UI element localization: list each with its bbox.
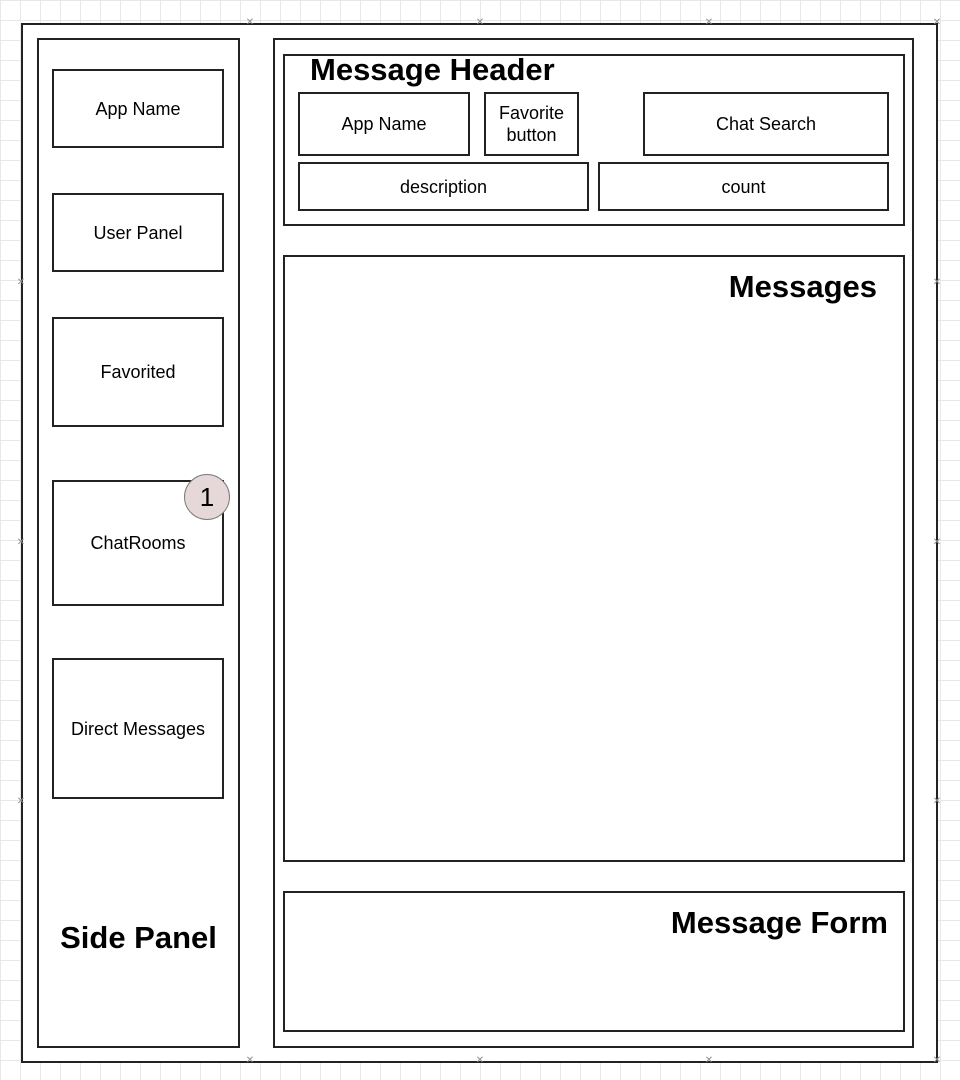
marker-x-icon: ✕ xyxy=(704,1055,714,1066)
side-panel-chatrooms-label: ChatRooms xyxy=(90,533,186,553)
side-panel-direct-messages-label: Direct Messages xyxy=(70,718,206,739)
marker-x-icon: ✕ xyxy=(475,17,485,28)
marker-x-icon: ✕ xyxy=(932,17,942,28)
chat-search[interactable] xyxy=(643,92,889,156)
marker-x-icon: ✕ xyxy=(932,796,942,807)
header-app-name xyxy=(298,92,470,156)
favorite-button[interactable] xyxy=(484,92,579,156)
message-header-title: Message Header xyxy=(310,52,555,87)
marker-x-icon: ✕ xyxy=(245,17,255,28)
messages-area xyxy=(283,255,905,862)
marker-x-icon: ✕ xyxy=(16,537,26,548)
marker-x-icon: ✕ xyxy=(475,1055,485,1066)
side-panel-user-panel-label: User Panel xyxy=(93,222,183,243)
header-description xyxy=(298,162,589,211)
marker-x-icon: ✕ xyxy=(704,17,714,28)
side-panel-direct-messages[interactable] xyxy=(52,658,224,799)
marker-x-icon: ✕ xyxy=(245,1055,255,1066)
favorite-button-label: Favorite button xyxy=(498,103,565,145)
side-panel-app-name[interactable] xyxy=(52,69,224,148)
marker-x-icon: ✕ xyxy=(932,537,942,548)
header-count-label: count xyxy=(721,176,766,197)
marker-x-icon: ✕ xyxy=(16,796,26,807)
marker-x-icon: ✕ xyxy=(16,277,26,288)
messages-title: Messages xyxy=(728,269,877,304)
chatrooms-count-badge-label: 1 xyxy=(199,481,215,512)
message-form-title: Message Form xyxy=(670,905,888,940)
header-count xyxy=(598,162,889,211)
marker-x-icon: ✕ xyxy=(932,1055,942,1066)
chatrooms-count-badge xyxy=(184,474,230,520)
marker-x-icon: ✕ xyxy=(932,277,942,288)
side-panel-user-panel[interactable] xyxy=(52,193,224,272)
side-panel-title: Side Panel xyxy=(60,920,217,955)
side-panel-app-name-label: App Name xyxy=(95,98,181,119)
header-description-label: description xyxy=(399,176,488,197)
side-panel-favorited-label: Favorited xyxy=(100,362,176,382)
side-panel-favorited[interactable] xyxy=(52,317,224,427)
chat-search-label: Chat Search xyxy=(715,114,817,134)
header-app-name-label: App Name xyxy=(341,114,427,134)
